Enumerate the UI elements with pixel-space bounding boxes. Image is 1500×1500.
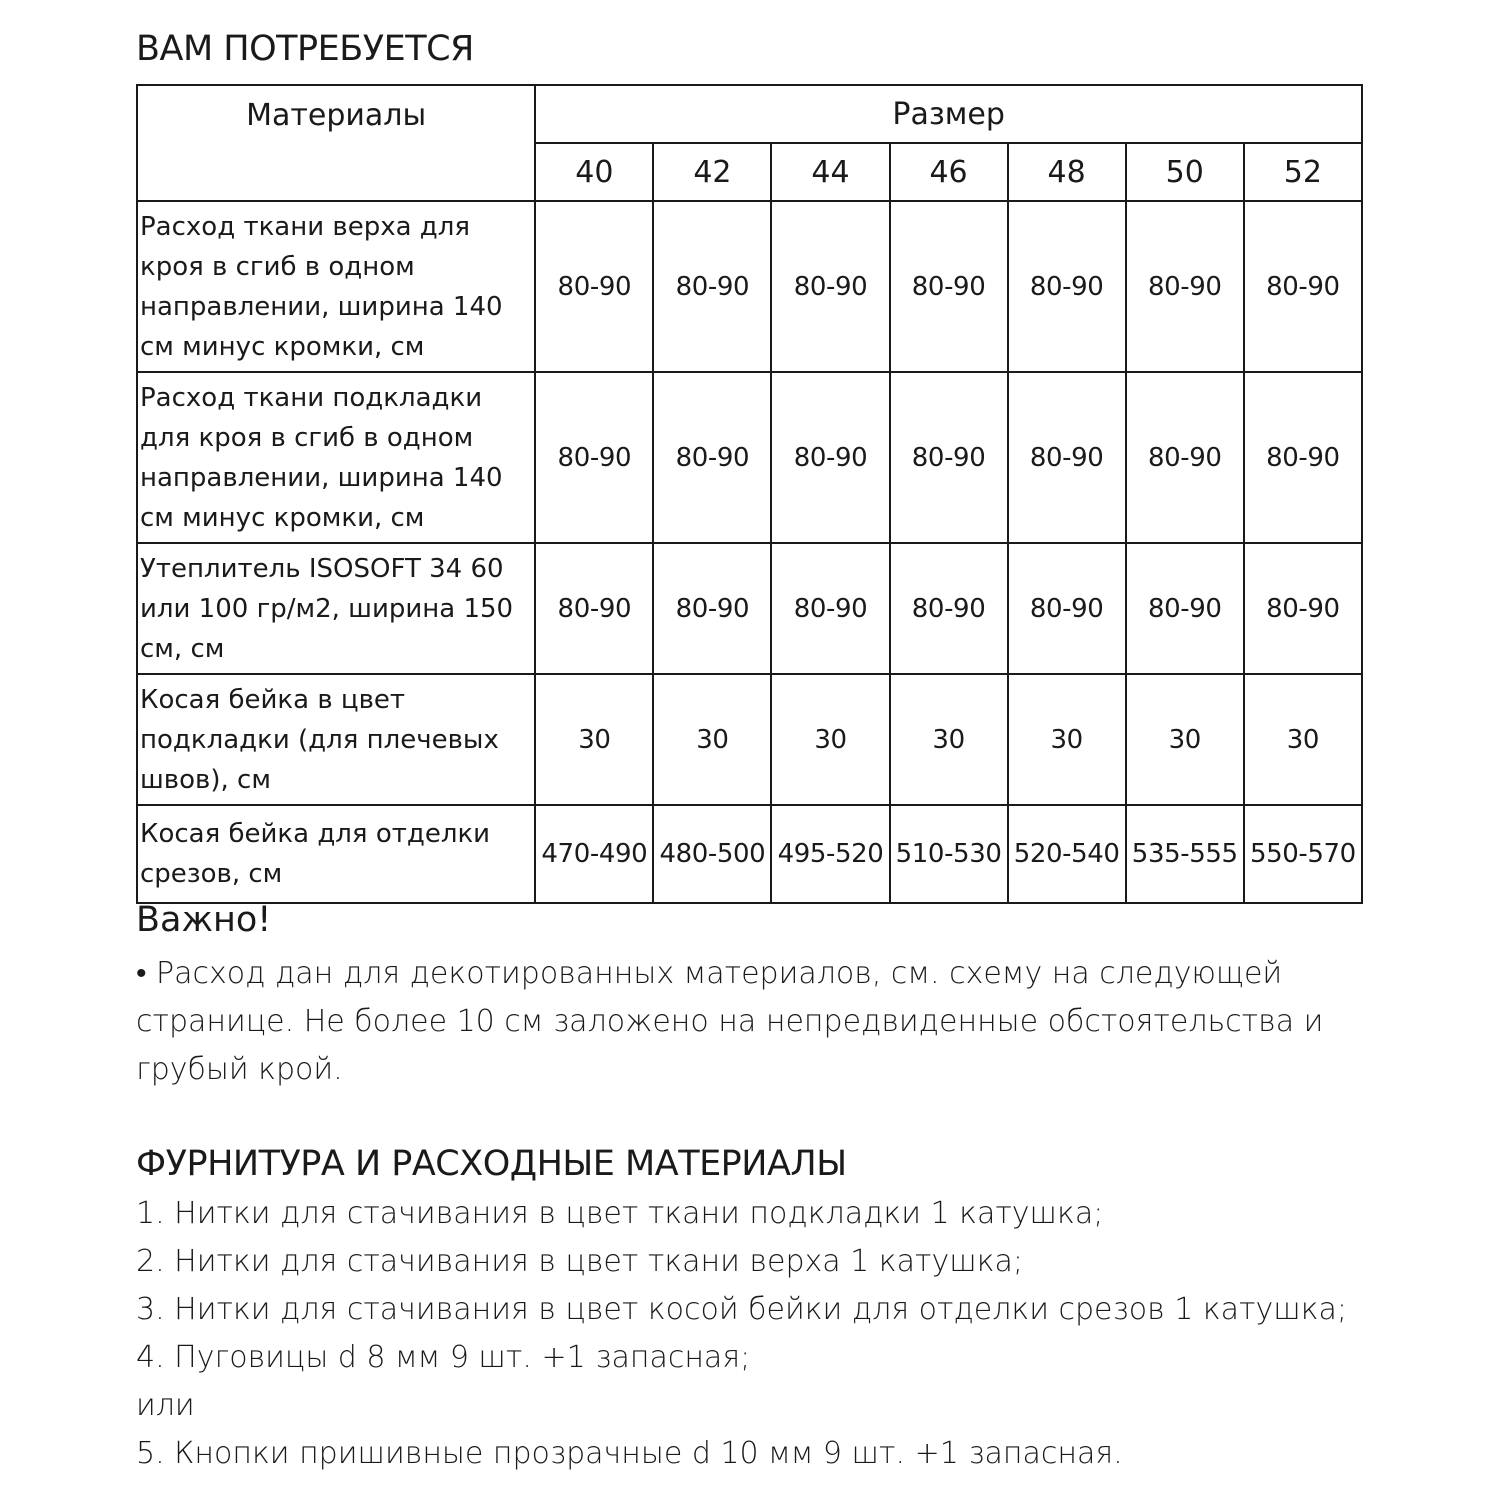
row-label: Косая бейка для отделки срезов, см	[137, 805, 535, 903]
table-cell: 80-90	[1244, 201, 1362, 372]
list-item: 1. Нитки для стачивания в цвет ткани подкладки 1 катушка;	[136, 1196, 1104, 1231]
table-row	[137, 805, 1362, 903]
materials-column-header: Материалы	[137, 85, 535, 201]
table-cell: 30	[771, 674, 889, 805]
table-cell: 80-90	[771, 372, 889, 543]
table-cell: 80-90	[771, 201, 889, 372]
table-cell: 550-570	[1244, 805, 1362, 903]
table-cell: 470-490	[535, 805, 653, 903]
list-item: 5. Кнопки пришивные прозрачные d 10 мм 9 шт. +1 запасная.	[136, 1436, 1123, 1471]
materials-table	[136, 84, 1363, 904]
table-cell: 80-90	[1126, 201, 1244, 372]
table-cell: 80-90	[653, 372, 771, 543]
table-cell: 30	[653, 674, 771, 805]
list-item: 3. Нитки для стачивания в цвет косой бейки для отделки срезов 1 катушка;	[136, 1292, 1348, 1327]
size-header-48: 48	[1008, 143, 1126, 201]
list-item: или	[136, 1388, 195, 1423]
size-header-50: 50	[1126, 143, 1244, 201]
table-cell: 80-90	[1008, 543, 1126, 674]
size-header-42: 42	[653, 143, 771, 201]
table-cell: 80-90	[1126, 543, 1244, 674]
list-item: 4. Пуговицы d 8 мм 9 шт. +1 запасная;	[136, 1340, 751, 1375]
table-cell: 80-90	[535, 201, 653, 372]
table-cell: 80-90	[1008, 372, 1126, 543]
table-cell: 80-90	[890, 372, 1008, 543]
table-cell: 30	[1126, 674, 1244, 805]
table-cell: 80-90	[1008, 201, 1126, 372]
table-cell: 495-520	[771, 805, 889, 903]
table-cell: 80-90	[535, 372, 653, 543]
important-note-text: • Расход дан для декотированных материалов, см. схему на следующей странице. Не более 10 см заложено на непредвиденные обстоятельства и грубый крой.	[136, 956, 1324, 1087]
furniture-list	[136, 1190, 1347, 1478]
table-cell: 80-90	[771, 543, 889, 674]
row-label: Утеплитель ISOSOFT 34 60 или 100 гр/м2, ширина 150 см, см	[137, 543, 535, 674]
table-cell: 80-90	[653, 201, 771, 372]
size-header-46: 46	[890, 143, 1008, 201]
table-row	[137, 543, 1362, 674]
table-cell: 80-90	[535, 543, 653, 674]
section-heading-furniture: ФУРНИТУРА И РАСХОДНЫЕ МАТЕРИАЛЫ	[136, 1144, 847, 1184]
table-cell: 30	[890, 674, 1008, 805]
table-cell: 520-540	[1008, 805, 1126, 903]
row-label: Расход ткани верха для кроя в сгиб в одном направлении, ширина 140 см минус кромки, см	[137, 201, 535, 372]
size-header-40: 40	[535, 143, 653, 201]
section-heading-you-need: ВАМ ПОТРЕБУЕТСЯ	[136, 29, 474, 69]
table-row	[137, 372, 1362, 543]
table-header-row	[137, 85, 1362, 143]
table-cell: 510-530	[890, 805, 1008, 903]
table-cell: 80-90	[653, 543, 771, 674]
row-label: Расход ткани подкладки для кроя в сгиб в одном направлении, ширина 140 см минус кромки, см	[137, 372, 535, 543]
table-cell: 30	[1008, 674, 1126, 805]
size-header-44: 44	[771, 143, 889, 201]
size-group-header: Размер	[535, 85, 1362, 143]
table-row	[137, 201, 1362, 372]
size-header-52: 52	[1244, 143, 1362, 201]
table-cell: 480-500	[653, 805, 771, 903]
table-cell: 80-90	[1244, 372, 1362, 543]
table-row	[137, 674, 1362, 805]
table-cell: 30	[1244, 674, 1362, 805]
table-cell: 80-90	[1244, 543, 1362, 674]
row-label: Косая бейка в цвет подкладки (для плечевых швов), см	[137, 674, 535, 805]
table-cell: 80-90	[890, 543, 1008, 674]
table-cell: 30	[535, 674, 653, 805]
list-item: 2. Нитки для стачивания в цвет ткани верха 1 катушка;	[136, 1244, 1024, 1279]
table-cell: 80-90	[890, 201, 1008, 372]
table-cell: 535-555	[1126, 805, 1244, 903]
table-cell: 80-90	[1126, 372, 1244, 543]
important-note-title: Важно!	[136, 900, 272, 940]
